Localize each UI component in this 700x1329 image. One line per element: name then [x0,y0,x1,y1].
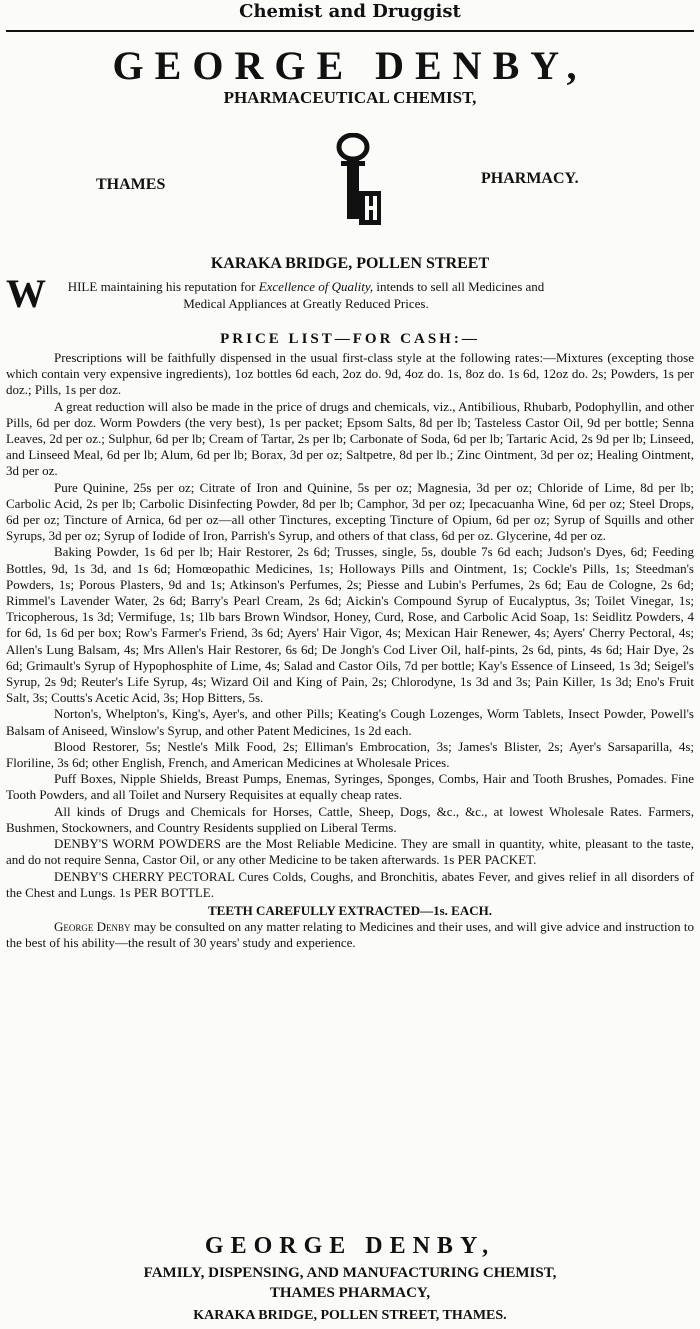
advertiser-profession: PHARMACEUTICAL CHEMIST, [223,88,477,107]
footer-profession: FAMILY, DISPENSING, AND MANUFACTURING CHEMIST, [143,1265,557,1281]
price-list-body [6,350,694,952]
shop-address: KARAKA BRIDGE, POLLEN STREET [210,255,490,272]
paragraph-pills: Norton's, Whelpton's, King's, Ayer's, and other Pills; Keating's Cough Lozenges, Worm Tablets, Insect Powder, Powell's Balsam of Aniseed, Winslow's Syrup, and other Patent Medicines, 1s 2d each. [6,706,694,738]
consult-name: George Denby [54,919,131,935]
paragraph-worm-powders: DENBY'S WORM POWDERS are the Most Reliable Medicine. They are small in quantity, white, pleasant to the taste, and do not require Senna, Castor Oil, or any other Medicine to be taken afterwards. 1s PER PACKET. [6,836,694,868]
intro-block [6,271,694,316]
paragraph-toilet: Puff Boxes, Nipple Shields, Breast Pumps, Enemas, Syringes, Sponges, Combs, Hair and Tooth Brushes, Pomades. Fine Tooth Powders, and all Toilet and Nursery Requisites at equally cheap rates. [6,771,694,803]
consult-text: may be consulted on any matter relating to Medicines and their uses, and will give advice and instruction to the best of his ability—the result of 30 years' study and experience. [6,919,694,951]
drop-cap: W [6,271,46,316]
footer-address: KARAKA BRIDGE, POLLEN STREET, THAMES. [193,1308,507,1323]
teeth-line: TEETH CAREFULLY EXTRACTED—1s. EACH. [207,902,492,918]
paragraph-blood-restorer: Blood Restorer, 5s; Nestle's Milk Food, 2s; Elliman's Embrocation, 3s; James's Blister, 2s; Ayer's Sarsaparilla, 4s; Floriline, 3s 6d; other English, French, and American Medicines at Wholesale Prices. [6,738,694,771]
paragraph-animals: All kinds of Drugs and Chemicals for Horses, Cattle, Sheep, Dogs, &c., &c., at lowest Wholesale Rates. Farmers, Bushmen, Stockowners, and Country Residents supplied on Liberal Terms. [6,803,694,835]
header-rule [6,30,694,32]
section-header: Chemist and Druggist [239,1,461,22]
advertiser-name: GEORGE DENBY, [112,43,588,88]
paragraph-cherry-pectoral: DENBY'S CHERRY PECTORAL Cures Colds, Coughs, and Bronchitis, abates Fever, and gives relief in all disorders of the Chest and Lungs. 1s PER BOTTLE. [6,868,694,900]
paragraph-drugs: A great reduction will also be made in the price of drugs and chemicals, viz., Antibilious, Rhubarb, Podophyllin, and other Pills, 6d per doz. Worm Powders (the very best), 1s per packet; Epsom Salts, 8d per lb; Tasteless Castor Oil, 9d per bottle; Senna Leaves, 2d per oz.; Sulphur, 6d per lb; Cream of Tartar, 2s per lb; Carbonate of Soda, 6d per lb; Tartaric Acid, 2s 9d per lb; Linseed, and Linseed Meal, 6d per lb; Alum, 6d per lb; Borax, 3d per oz; Saltpetre, 8d per lb.; Zinc Ointment, 3d per oz; Healing Ointment, 3d per oz. [6,398,694,479]
paragraph-quinine: Pure Quinine, 25s per oz; Citrate of Iron and Quinine, 5s per oz; Magnesia, 3d per oz; Chloride of Lime, 8d per lb; Carbolic Acid, 2s per lb; Carbolic Disinfecting Powder, 8d per lb; Camphor, 3d per oz; Ipecacuanha Wine, 6d per oz; Steel Drops, 6d per oz; Tincture of Arnica, 6d per oz—all other Tinctures, excepting Tincture of Opium, 6d per oz; Syrup of Squills and other Syrups, 3d per oz; Syrup of Iodide of Iron, Parrish's Syrup, and others of that class, 6d per oz. Glycerine, 4d per oz. [6,479,694,544]
footer-pharmacy: THAMES PHARMACY, [269,1285,431,1301]
paragraph-consult [6,919,694,951]
pharmacy-label: PHARMACY. [481,170,579,187]
footer-name: GEORGE DENBY, [204,1233,496,1259]
intro-text: HILE maintaining his reputation for Excellence of Quality, intends to sell all Medicines and Medical Appliances at Greatly Reduced Prices. [67,279,545,311]
paragraph-sundries: Baking Powder, 1s 6d per lb; Hair Restorer, 2s 6d; Trusses, single, 5s, double 7s 6d each; Judson's Dyes, 6d; Feeding Bottles, 9d, 1s 3d, and 1s 6d; Homœopathic Medicines, 1s; Holloways Pills and Ointment, 1s; Cockle's Pills, 1s; Steedman's Powders, 1s; Porous Plasters, 9d and 1s; Atkinson's Perfumes, 2s; Piesse and Lubin's Perfumes, 2s 6d; Eau de Cologne, 2s 6d; Rimmel's Lavender Water, 2s 6d; Barry's Pearl Cream, 2s 6d; Aickin's Compound Syrup of Eucalyptus, 3s; Toilet Vinegar, 1s; Tricopherous, 1s 3d; Vermifuge, 1s; 1lb bars Brown Windsor, Honey, Curd, Rose, and Carbolic Acid Soap, 1s: Seidlitz Powders, 4 for 6d, 1s 6d per box; Row's Farmer's Friend, 3s 6d; Ayers' Hair Vigor, 4s; Mexican Hair Renewer, 4s; Ayers' Cherry Pectoral, 4s; Allen's Lung Balsam, 4s; Mrs Allen's Hair Restorer, 6s 6d; De Jongh's Cod Liver Oil, half-pints, 2s 6d, pints, 4s 6d; Hair Dye, 2s 6d; Grimault's Syrup of Hypophosphite of Lime, 4s; Salad and Castor Oils, 7d per bottle; Kay's Essence of Linseed, 1s 3d; Seigel's Syrup, 2s 9d; Reuter's Life Syrup, 4s; Wizard Oil and King of Pain, 2s; Chlorodyne, 1s 3d and 3s; Pain Killer, 1s 3d; Eno's Fruit Salt, 3s; Coutts's Acetic Acid, 3s; Hop Bitters, 5s. [6,544,694,706]
key-emblem-icon [326,133,386,233]
paragraph-prescriptions: Prescriptions will be faithfully dispensed in the usual first-class style at the following rates:—Mixtures (excepting those which contain very expensive ingredients), 1oz bottles 6d each, 2oz do. 9d, 4oz do. 1s, 8oz do. 1s 6d, 12oz do. 2s; Powders, 1s per doz.; Pills, 1s per doz. [6,350,694,398]
price-list-heading: PRICE LIST—FOR CASH:— [220,331,480,347]
thames-label: THAMES [96,176,166,193]
